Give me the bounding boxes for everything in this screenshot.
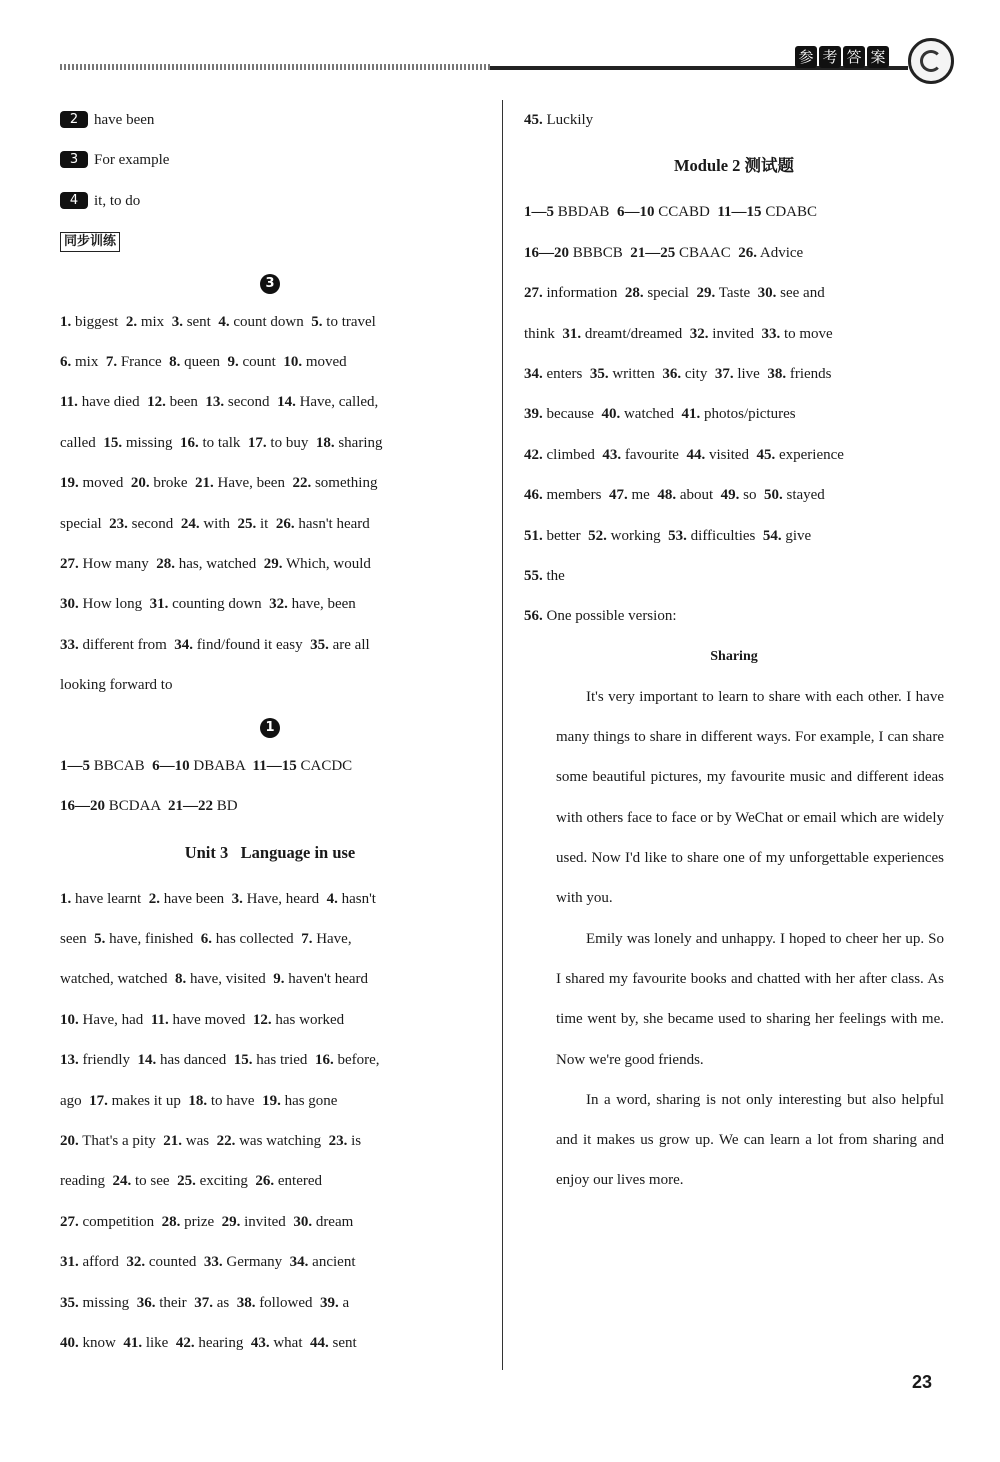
answer-line: called 15. missing 16. to talk 17. to buy 18. sharing: [60, 434, 383, 451]
intro-text: have been: [94, 112, 155, 128]
intro-item: [60, 140, 480, 180]
column-divider: [502, 100, 503, 1370]
intro-text: it, to do: [94, 192, 141, 209]
answer-line: special 23. second 24. with 25. it 26. hasn't heard: [60, 515, 370, 532]
answer-line: 27. How many 28. has, watched 29. Which, would: [60, 556, 371, 573]
essay-body: [524, 677, 944, 1201]
number-tag: 2: [60, 111, 88, 128]
answer-line: 27. competition 28. prize 29. invited 30. dream: [60, 1213, 354, 1230]
header-char: 考: [819, 46, 841, 68]
header-rule: [60, 66, 908, 70]
answer-line: seen 5. have, finished 6. has collected 7. Have,: [60, 930, 352, 947]
answer-line: 33. different from 34. find/found it easy 35. are all: [60, 636, 370, 653]
block-marker: 1: [260, 718, 280, 738]
answer-line: watched, watched 8. have, visited 9. haven't heard: [60, 971, 369, 988]
essay-title: Sharing: [710, 648, 758, 664]
answer-line: 56. One possible version:: [524, 608, 677, 625]
publisher-logo-icon: [908, 38, 954, 84]
unit-title: Unit 3 Language in use: [184, 842, 356, 862]
answer-line: think 31. dreamt/dreamed 32. invited 33. to move: [524, 325, 833, 342]
unit-answers: [60, 879, 480, 1364]
answers-block-1: [60, 746, 480, 827]
module-title: Module 2 测试题: [673, 156, 795, 176]
essay-paragraph: It's very important to learn to share with each other. I have many things to share in different ways. For example, I can share some beautiful pictures, my favourite music and different ideas with others face to face or by WeChat or email which are widely used. Now I'd like to share one of my unforgettable experiences with you.: [556, 688, 944, 907]
answer-line: looking forward to: [60, 677, 173, 694]
answer-line: 1. have learnt 2. have been 3. Have, heard 4. hasn't: [60, 890, 376, 907]
header-char: 参: [795, 46, 817, 68]
answer-line: 27. information 28. special 29. Taste 30. see and: [524, 285, 825, 302]
right-column: [524, 100, 944, 1201]
answer-line: 39. because 40. watched 41. photos/pictures: [524, 406, 796, 423]
answer-line: 19. moved 20. broke 21. Have, been 22. something: [60, 475, 378, 492]
answer-line: 11. have died 12. been 13. second 14. Have, called,: [60, 394, 379, 411]
answer-line: 46. members 47. me 48. about 49. so 50. stayed: [524, 487, 825, 504]
answer-line: 42. climbed 43. favourite 44. visited 45. experience: [524, 446, 844, 463]
left-column: [60, 100, 480, 1363]
answers-block-3: [60, 302, 480, 706]
header-char: 答: [843, 46, 865, 68]
answer-line: 30. How long 31. counting down 32. have, been: [60, 596, 356, 613]
answer-line: 40. know 41. like 42. hearing 43. what 44. sent: [60, 1334, 357, 1351]
answer-line: 31. afford 32. counted 33. Germany 34. ancient: [60, 1254, 356, 1271]
answer-line: 35. missing 36. their 37. as 38. followed 39. a: [60, 1294, 350, 1311]
intro-item: [60, 100, 480, 140]
answer-line: 13. friendly 14. has danced 15. has tried 16. before,: [60, 1052, 380, 1069]
answer-line: 6. mix 7. France 8. queen 9. count 10. moved: [60, 354, 347, 371]
answer-line: reading 24. to see 25. exciting 26. entered: [60, 1173, 323, 1190]
header-char: 案: [867, 46, 889, 68]
answer-line: 55. the: [524, 568, 565, 585]
number-tag: 4: [60, 192, 88, 209]
essay-paragraph: Emily was lonely and unhappy. I hoped to cheer her up. So I shared my favourite books and chatted with her after class. As time went by, she became used to sharing her feelings with me. Now we're good friends.: [556, 930, 944, 1068]
answer-line: 34. enters 35. written 36. city 37. live 38. friends: [524, 366, 832, 383]
answer-line: 1. biggest 2. mix 3. sent 4. count down 5. to travel: [60, 313, 376, 330]
answer-line: 10. Have, had 11. have moved 12. has worked: [60, 1011, 345, 1028]
section-box: 同步训练: [60, 232, 120, 252]
number-tag: 3: [60, 151, 88, 168]
answer-line: 16—20 BCDAA 21—22 BD: [60, 798, 238, 815]
answer-line: 1—5 BBCAB 6—10 DBABA 11—15 CACDC: [60, 757, 353, 774]
intro-item: [60, 181, 480, 221]
page-number: 23: [912, 1372, 933, 1392]
answer-line: 45. Luckily: [524, 112, 594, 128]
intro-text: For example: [94, 152, 170, 169]
header-title: [795, 46, 889, 68]
block-marker: 3: [260, 274, 280, 294]
answer-line: 51. better 52. working 53. difficulties 54. give: [524, 527, 812, 544]
answer-line: 20. That's a pity 21. was 22. was watching 23. is: [60, 1132, 362, 1149]
essay-paragraph: In a word, sharing is not only interesting but also helpful and it makes us grow up. We can learn a lot from sharing and enjoy our lives more.: [556, 1091, 944, 1189]
answer-line: 16—20 BBBCB 21—25 CBAAC 26. Advice: [524, 244, 804, 261]
module-answers: [524, 192, 944, 636]
answer-line: 1—5 BBDAB 6—10 CCABD 11—15 CDABC: [524, 204, 817, 221]
answer-line: ago 17. makes it up 18. to have 19. has gone: [60, 1092, 338, 1109]
section-label: [60, 221, 480, 261]
